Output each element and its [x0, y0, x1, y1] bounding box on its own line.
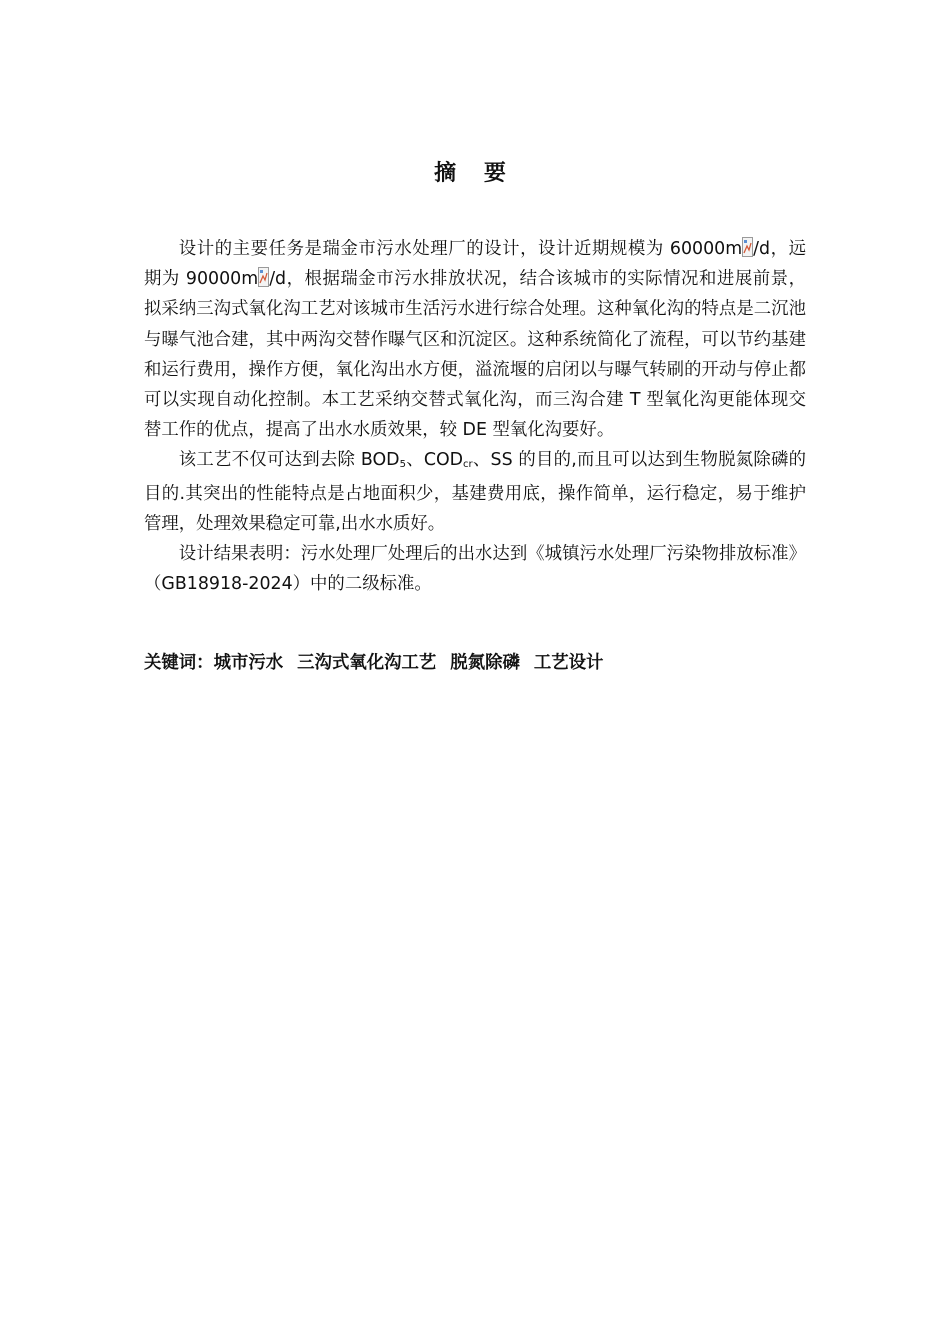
p2-text-b: 、COD	[405, 450, 464, 471]
paragraph-2	[144, 445, 806, 539]
paragraph-3: 设计结果表明：污水处理厂处理后的出水达到《城镇污水处理厂污染物排放标准》（GB18918-2024）中的二级标准。	[144, 544, 806, 595]
p2-text-c: 、SS 的目的,而且可以达到生物脱氮除磷的目的.其突出的性能特点是占地面积少，基建费用底，操作简单，运行稳定，易于维护管理，处理效果稳定可靠,出水水质好。	[144, 450, 806, 534]
subscript-cr: cr	[463, 459, 473, 471]
p1-text-c: /d，根据瑞金市污水排放状况，结合该城市的实际情况和进展前景，拟采纳三沟式氧化沟工艺对该城市生活污水进行综合处理。这种氧化沟的特点是二沉池与曝气池合建，其中两沟交替作曝气区和沉淀区。这种系统简化了流程，可以节约基建和运行费用，操作方便，氧化沟出水方便，溢流堰的启闭以与曝气转刷的开动与停止都可以实现自动化控制。本工艺采纳交替式氧化沟，而三沟合建 T 型氧化沟更能体现交替工作的优点，提高了出水水质效果，较 DE 型氧化沟要好。	[144, 269, 806, 441]
abstract-title: 摘 要	[434, 161, 516, 186]
broken-image-icon	[258, 267, 269, 287]
keywords-line	[144, 648, 806, 678]
p2-text-a: 该工艺不仅可达到去除 BOD	[178, 450, 400, 471]
keyword-item: 城市污水	[213, 653, 284, 673]
p1-text-b: /d，远期为 90000m	[144, 239, 806, 290]
keywords-label: 关键词：	[144, 653, 214, 673]
subscript-5: 5	[399, 459, 406, 471]
keyword-item: 脱氮除磷	[450, 653, 520, 673]
abstract-body	[144, 234, 806, 599]
keyword-item: 三沟式氧化沟工艺	[297, 653, 437, 673]
broken-image-icon	[742, 237, 753, 257]
paragraph-1	[144, 234, 806, 445]
p1-text-a: 设计的主要任务是瑞金市污水处理厂的设计，设计近期规模为 60000m	[178, 239, 743, 259]
keyword-item: 工艺设计	[533, 653, 604, 673]
